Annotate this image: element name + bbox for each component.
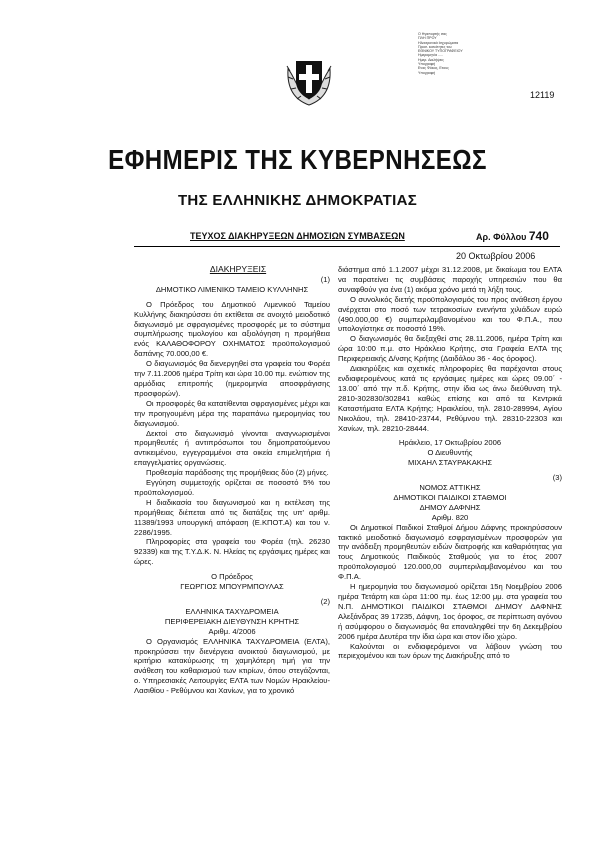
stamp-line: Ενας Φόκος, Ετους [418,66,449,71]
organization-name: ΔΗΜΟΤΙΚΟ ΛΙΜΕΝΙΚΟ ΤΑΜΕΙΟ ΚΥΛΛΗΝΗΣ [155,284,309,294]
paragraph: Ο διαγωνισμός θα διεξαχθεί στις 28.11.2006, ημέρα Τρίτη και ώρα 10:00 π.μ. στο Ηράκλειο Κρήτης, στα Γραφεία ΕΛΤΑ της Περιφερειακής Δ/νσης Κρήτης (Δαιδάλου 36 - 4ος όροφος). [338,334,562,364]
organization-name: ΕΛΛΗΝΙΚΑ ΤΑΧΥΔΡΟΜΕΙΑ [185,606,279,616]
paragraph: Οι προσφορές θα κατατίθενται σφραγισμένες μέχρι και την προηγουμένη μέρα της παραπάνω ημερομηνίας του διαγωνισμού. [134,398,330,428]
paragraph: Ο συνολικός διετής προϋπολογισμός του προς ανάθεση έργου ανέρχεται στο ποσό των τετρακοσίων ενενήντα χιλιάδων ευρώ (490.000,00 €) συμπεριλαμβανομένου και του Φ.Π.Α., που υπολογίστηκε σε ποσοστό 19%. [338,294,562,334]
signature-name: ΓΕΩΡΓΙΟΣ ΜΠΟΥΡΜΠΟΥΛΑΣ [180,582,284,592]
announcement-number: (2) [320,597,330,606]
stamp-line: Ημερ. Διαλήψεις [418,57,444,62]
organization-subname: ΔΗΜΟΤΙΚΟΙ ΠΑΙΔΙΚΟΙ ΣΤΑΘΜΟΙ [393,492,507,502]
paragraph: διάστημα από 1.1.2007 μέχρι 31.12.2008, με δικαίωμα του ΕΛΤΑ να παρατείνει τις συμβάσεις παροχής υπηρεσιών που θα συναφθούν για ένα (1) ακόμα χρόνο μετά τη λήξη τους. [338,265,562,294]
issue-date: 20 Οκτωβρίου 2006 [456,251,536,261]
stamp-line: Προσ. κοινότητες του [418,44,452,49]
distribution-stamp [418,32,488,75]
stamp-line: Ο Ηγαπορτής σας [418,32,447,36]
stamp-line: Ηλεκτρονικά Ισχυρώματα [418,40,459,45]
section-heading: ΔΙΑΚΗΡΥΞΕΙΣ [209,264,267,274]
left-column [134,265,330,696]
paragraph: Πληροφορίες στα γραφεία του Φορέα (τηλ. 26230 92339) και της Τ.Υ.Δ.Κ. Ν. Ηλείας τις εργάσιμες ημέρες και ώρες. [134,537,330,567]
header-divider [134,246,560,247]
place-date: Ηράκλειο, 17 Οκτωβρίου 2006 [398,438,502,448]
stamp-line: ΕΘΝΙΚΟΥ ΤΥΠΟΓΡΑΦΕΙΟΥ [418,49,463,54]
paragraph: Διακηρύξεις και σχετικές πληροφορίες θα παρέχονται στους ενδιαφερομένους κατά τις εργάσιμες ημέρες και ώρες 09.00΄ - 13.00΄ από την π.δ. Κρήτης, στην ίδια ως άνω διεύθυνση τηλ. 2810-302830/302841 καθώς επίσης και από τα Κεντρικά Καταστήματα ΕΛΤΑ Κρήτης: Ηρακλείου, τηλ. 2810-289994, Αγίου Νικολάου, τηλ. 28410-23744, Ρεθύμνου τηλ. 28310-22303 και Χανίων, τηλ. 28210-28444. [338,364,562,433]
sheet-number [476,229,549,243]
issue-type: ΤΕΥΧΟΣ ΔΙΑΚΗΡΥΞΕΩΝ ΔΗΜΟΣΙΩΝ ΣΥΜΒΑΣΕΩΝ [190,231,405,241]
announcement-number: (3) [552,473,562,483]
greek-coat-of-arms-icon [284,55,334,107]
announcement-number: (1) [320,274,330,284]
sheet-label: Αρ. Φύλλου [476,232,527,242]
sheet-value: 740 [528,229,549,243]
gazette-subtitle: ΤΗΣ ΕΛΛΗΝΙΚΗΣ ΔΗΜΟΚΡΑΤΙΑΣ [177,192,418,209]
paragraph: Δεκτοί στο διαγωνισμό γίνονται αναγνωρισμένοι προμηθευτές ή αντιπρόσωποι του δημοπρατούμενου αντικειμένου, εγγεγραμμένοι στα οικεία επιμελητήρια ή επαγγελματίες οργανώσεις. [134,428,330,468]
paragraph: Η διαδικασία του διαγωνισμού και η εκτέλεση της προμήθειας διέπεται από τις διατάξεις της υπ' αριθμ. 11389/1993 υπουργική απόφαση (Ε.ΚΠΟΤ.Α) και του ν. 2286/1995. [134,497,330,537]
paragraph: Προθεσμία παράδοσης της προμήθειας δύο (2) μήνες. [146,468,329,478]
paragraph: Ο διαγωνισμός θα διενεργηθεί στα γραφεία του Φορέα την 7.11.2006 ημέρα Τρίτη και ώρα 10.00 πμ. ενώπιον της αρμόδιας επιτροπής (ημερομηνία αποσφράγισης προσφορών). [134,359,330,398]
paragraph: Ο Πρόεδρος του Δημοτικού Λιμενικού Ταμείου Κυλλήνης διακηρύσσει ότι εκτίθεται σε ανοιχτό μειοδοτικό διαγωνισμό με σφραγισμένες προσφορές με το σύστημα συμπλήρωσης τιμολογίου και αξιολόγηση η προμήθεια ενός ΚΑΛΑΘΟΦΟΡΟΥ ΟΧΗΜΑΤΟΣ προϋπολογισμού δαπάνης 70.000,00 €. [134,299,330,359]
paragraph: Εγγύηση συμμετοχής ορίζεται σε ποσοστό 5% του προϋπολογισμού. [134,478,330,497]
signature-role: Ο Διευθυντής [427,448,473,458]
paragraph: Η ημερομηνία του διαγωνισμού ορίζεται 15η Νοεμβρίου 2006 ημέρα Τετάρτη και ώρα 11:00 πμ. έως 12:00 μμ. στα γραφεία του Ν.Π. ΔΗΜΟΤΙΚΟΙ ΠΑΙΔΙΚΟΙ ΣΤΑΘΜΟΙ ΔΗΜΟΥ ΔΑΦΝΗΣ Αλεξάνδρας 39 17235, Δάφνη, 1ος όροφος, σε περίπτωση αγόνου ή ασύμφορου ο διαγωνισμός θα επαναληφθεί την 6η Δεκεμβρίου 2006 ημέρα Δευτέρα την ίδια ώρα και στον ίδιο χώρο. [338,582,562,641]
reference-number: Αριθμ. 4/2006 [208,626,256,636]
paragraph: Οι Δημοτικοί Παιδικοί Σταθμοί Δήμου Δάφνης προκηρύσσουν τακτικό μειοδοτικό διαγωνισμό εσφραγισμένων προσφορών για την ανάδειξη προμηθευτών ειδών διατροφής και καθαριότητας για τους Δημοτικούς Παιδικούς Σταθμούς για το έτος 2007 προϋπολογισμού 120.000,00 συμπεριλαμβανομένου και του Φ.Π.Α. [338,522,562,582]
stamp-line: ΠΛΗ ΠΡΟΥ [418,36,437,41]
reference-number: Αριθμ. 820 [431,512,469,522]
organization-subname: ΔΗΜΟΥ ΔΑΦΝΗΣ [419,502,481,512]
signature-role: Ο Πρόεδρος [211,572,253,582]
paragraph: Ο Οργανισμός ΕΛΛΗΝΙΚΑ ΤΑΧΥΔΡΟΜΕΙΑ (ΕΛΤΑ), προκηρύσσει την διενέργεια ανοικτού διαγωνισμού, με κριτήριο κατακύρωσης τη χαμηλότερη τιμή για την ανάθεση του καθαρισμού των κτιρίων, όπου στεγάζονται, ο. Υπηρεσιακές Λειτουργίες ΕΛΤΑ των Νομών Ηρακλείου-Λασιθίου - Ρεθύμνου και Χανίων, για το χρονικό [134,636,330,696]
page-number: 12119 [530,90,555,100]
signature-name: ΜΙΧΑΗΛ ΣΤΑΥΡΑΚΑΚΗΣ [407,458,493,468]
stamp-line: Ημερομηνία ..... [418,53,444,58]
right-column [338,265,562,661]
gazette-title: ΕΦΗΜΕΡΙΣ ΤΗΣ ΚΥΒΕΡΝΗΣΕΩΣ [108,144,487,175]
stamp-line: Υπογραφή [418,70,436,75]
organization-subname: ΠΕΡΙΦΕΡΕΙΑΚΗ ΔΙΕΥΘΥΝΣΗ ΚΡΗΤΗΣ [164,616,300,626]
paragraph: Καλούνται οι ενδιαφερόμενοι να λάβουν γνώση του περιεχομένου και των όρων της Διακήρυξης από το [338,641,562,661]
stamp-line: Υπογραφή [418,62,436,67]
organization-name: ΝΟΜΟΣ ΑΤΤΙΚΗΣ [419,483,481,493]
